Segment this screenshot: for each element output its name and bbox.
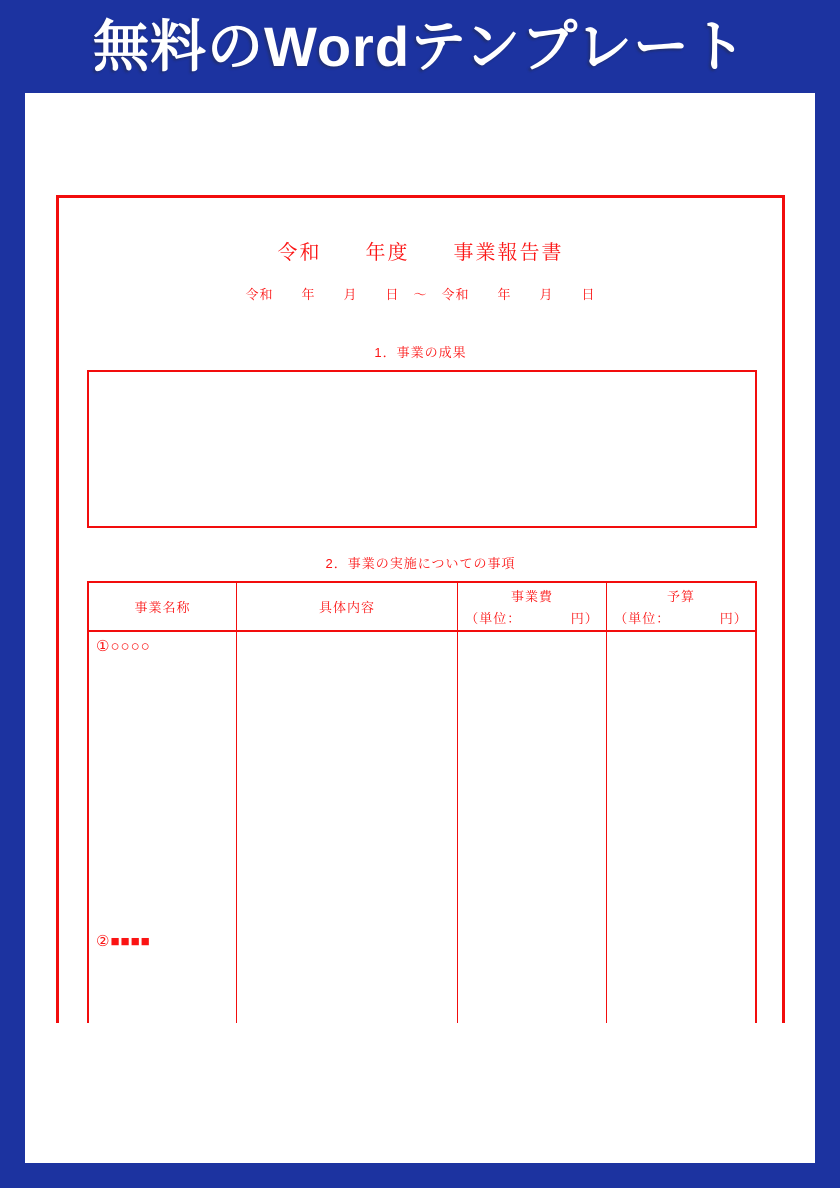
column-header-label: 事業費 [510, 589, 553, 604]
cell-project-cost [458, 632, 607, 1023]
cell-project-name [89, 632, 237, 1023]
table-header-row [89, 583, 755, 632]
banner-title: 無料のWordテンプレート [92, 15, 747, 78]
column-header-unit-label: （単位： 円） [465, 611, 599, 626]
document-title: 令和 年度 事業報告書 [277, 242, 564, 264]
project-item-1: ①○○○○ [96, 638, 151, 655]
column-header-project-name [89, 583, 237, 630]
section1-results-box [87, 370, 757, 528]
document-page [25, 93, 815, 1163]
table-body-row [89, 632, 755, 1023]
column-header-project-cost [458, 583, 607, 630]
cell-details [237, 632, 458, 1023]
document-period-line: 令和 年 月 日 ～ 令和 年 月 日 [245, 287, 596, 302]
column-header-label: 事業名称 [134, 600, 191, 615]
column-header-budget [607, 583, 755, 630]
section2-heading: 2．事業の実施についての事項 [325, 556, 516, 571]
column-header-label: 予算 [666, 589, 695, 604]
column-header-details [237, 583, 458, 630]
column-header-unit-label: （単位： 円） [614, 611, 748, 626]
column-header-label: 具体内容 [318, 600, 375, 615]
project-item-2: ②■■■■ [96, 933, 151, 950]
section1-heading: 1．事業の成果 [374, 345, 467, 360]
site-banner [0, 0, 840, 93]
implementation-table [87, 581, 757, 1023]
cell-budget [607, 632, 755, 1023]
